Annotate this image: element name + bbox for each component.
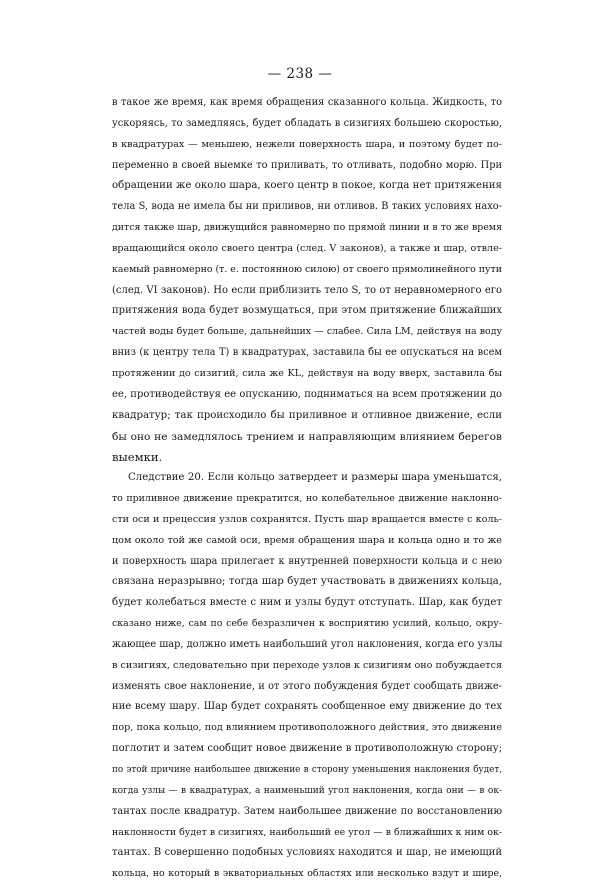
text-line: обращении же около шара, коего центр в покое, когда нет притяжения bbox=[112, 180, 502, 192]
text-line: квадратур; так происходило бы приливное и отливное движение, если bbox=[112, 409, 502, 421]
text-line: поглотит и затем сообщит новое движение в противоположную сторону; bbox=[112, 743, 502, 755]
text-line: протяжении до сизигий, сила же KL, действуя на воду вверх, заставила бы bbox=[112, 367, 502, 379]
text-line: в сизигиях, следовательно при переходе узлов к сизигиям оно побуждается bbox=[112, 659, 502, 671]
text-line: тантах. В совершенно подобных условиях находится и шар, не имеющий bbox=[112, 847, 502, 859]
paragraph-start-line: Следствие 20. Если кольцо затвердеет и размеры шара уменьшатся, bbox=[128, 472, 502, 484]
text-line: кольца, но который в экваториальных областях или несколько вздут и шире, bbox=[112, 868, 502, 880]
text-line: изменять свое наклонение, и от этого побуждения будет сообщать движе- bbox=[112, 680, 502, 692]
text-line: тела S, вода не имела бы ни приливов, ни отливов. В таких условиях нахо- bbox=[112, 201, 502, 213]
text-line: ускоряясь, то замедляясь, будет обладать в сизигиях большею скоростью, bbox=[112, 117, 502, 129]
text-line: будет колебаться вместе с ним и узлы будут отступать. Шар, как будет bbox=[112, 597, 502, 609]
text-line: наклонности будет в сизигиях, наибольший ее угол — в ближайших к ним ок- bbox=[112, 826, 502, 838]
text-line: бы оно не замедлялось трением и направляющим влиянием берегов bbox=[112, 430, 502, 443]
page-number: — 238 — bbox=[267, 66, 333, 82]
text-line: в такое же время, как время обращения сказанного кольца. Жидкость, то bbox=[112, 97, 502, 108]
text-line: жающее шар, должно иметь наибольший угол наклонения, когда его узлы bbox=[112, 638, 503, 650]
text-line: тантах после квадратур. Затем наибольшее движение по восстановлению bbox=[112, 805, 502, 817]
text-line: частей воды будет больше, дальнейших — слабее. Сила LM, действуя на воду bbox=[112, 326, 502, 338]
body-text bbox=[112, 93, 502, 885]
text-line: в квадратурах — меньшею, нежели поверхность шара, и поэтому будет по- bbox=[112, 138, 502, 150]
text-line: по этой причине наибольшее движение в сторону уменьшения наклонения будет, bbox=[112, 765, 502, 775]
text-line: то приливное движение прекратится, но колебательное движение наклонно- bbox=[112, 493, 502, 505]
text-line: выемки. bbox=[112, 450, 163, 465]
text-line: сти оси и прецессия узлов сохранятся. Пусть шар вращается вместе с коль- bbox=[112, 513, 502, 525]
text-line: пор, пока кольцо, под влиянием противоположного действия, это движение bbox=[112, 722, 502, 734]
text-line: связана неразрывно; тогда шар будет участвовать в движениях кольца, bbox=[112, 576, 502, 588]
text-line: и поверхность шара прилегает к внутренней поверхности кольца и с нею bbox=[112, 555, 502, 567]
text-line: цом около той же самой оси, время обращения шара и кольца одно и то же bbox=[112, 534, 502, 546]
text-line: ее, противодействуя ее опусканию, подниматься на всем протяжении до bbox=[112, 388, 502, 400]
text-line: дится также шар, движущийся равномерно по прямой линии и в то же время bbox=[112, 222, 502, 234]
text-line: (след. VI законов). Но если приблизить тело S, то от неравномерного его bbox=[112, 284, 502, 296]
text-line: когда узлы — в квадратурах, а наименьший угол наклонения, когда они — в ок- bbox=[112, 785, 502, 796]
text-line: сказано ниже, сам по себе безразличен к восприятию усилий, кольцо, окру- bbox=[112, 618, 502, 630]
text-line: вниз (к центру тела T) в квадратурах, заставила бы ее опускаться на всем bbox=[112, 347, 502, 359]
text-line: каемый равномерно (т. е. постоянною силою) от своего прямолинейного пути bbox=[112, 263, 502, 275]
text-line: переменно в своей выемке то приливать, то отливать, подобно морю. При bbox=[112, 159, 502, 171]
text-line: притяжения вода будет возмущаться, при этом притяжение ближайших bbox=[112, 305, 502, 317]
text-line: ние всему шару. Шар будет сохранять сообщенное ему движение до тех bbox=[112, 701, 502, 713]
text-line: вращающийся около своего центра (след. V законов), а также и шар, отвле- bbox=[112, 242, 502, 254]
